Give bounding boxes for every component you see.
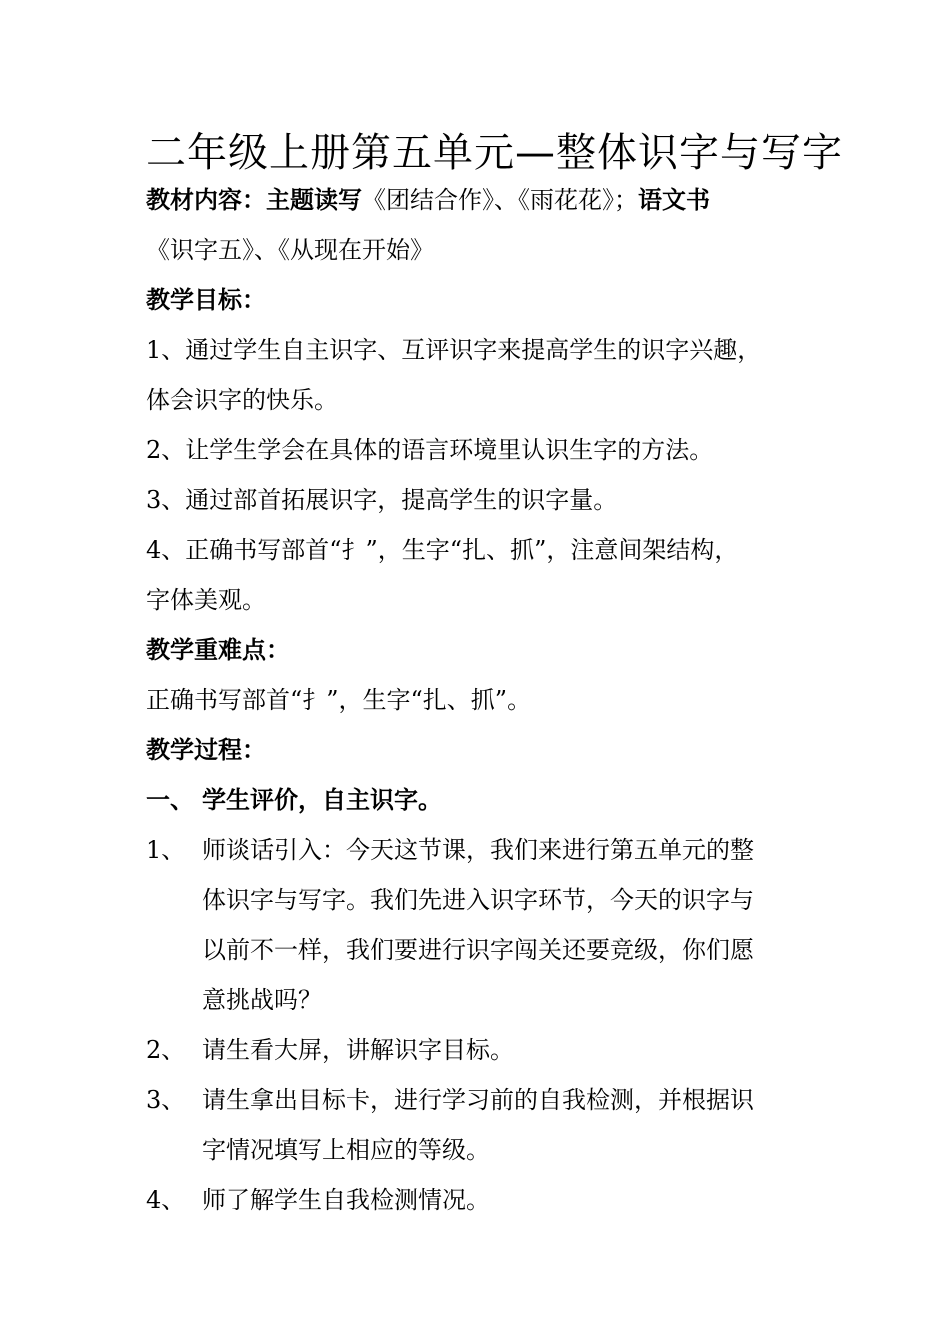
step-number: 3、 <box>146 1086 186 1114</box>
step-line: 以前不一样，我们要进行识字闯关还要竞级，你们愿 <box>202 936 754 964</box>
keypoints-text: 正确书写部首“扌”，生字“扎、抓”。 <box>146 686 532 714</box>
goal-line: 4、正确书写部首“扌”，生字“扎、抓”，注意间架结构， <box>146 536 739 564</box>
section-number: 一、 <box>146 786 194 814</box>
material-line <box>146 184 710 216</box>
book-label: 语文书 <box>638 186 710 214</box>
keypoints-heading: 教学重难点： <box>146 636 290 664</box>
step-line: 字情况填写上相应的等级。 <box>202 1136 490 1164</box>
document-title: 二年级上册第五单元—整体识字与写字 <box>146 130 843 176</box>
step-line: 请生拿出目标卡，进行学习前的自我检测，并根据识 <box>202 1086 754 1114</box>
step-line: 意挑战吗？ <box>202 986 322 1014</box>
process-heading: 教学过程： <box>146 736 266 764</box>
book-items: 《识字五》、《从现在开始》 <box>146 236 434 264</box>
step-line: 师谈话引入：今天这节课，我们来进行第五单元的整 <box>202 836 754 864</box>
goal-line: 体会识字的快乐。 <box>146 386 338 414</box>
goal-line: 3、通过部首拓展识字，提高学生的识字量。 <box>146 486 618 514</box>
goal-line: 2、让学生学会在具体的语言环境里认识生字的方法。 <box>146 436 714 464</box>
step-number: 1、 <box>146 836 186 864</box>
goal-line: 字体美观。 <box>146 586 266 614</box>
section-title: 学生评价，自主识字。 <box>202 786 442 814</box>
goal-line: 1、通过学生自主识字、互评识字来提高学生的识字兴趣， <box>146 336 762 364</box>
reading-label: 主题读写 <box>266 186 362 214</box>
step-number: 2、 <box>146 1036 186 1064</box>
reading-items: 《团结合作》、《雨花花》； <box>362 186 638 214</box>
material-label: 教材内容： <box>146 186 266 214</box>
step-line: 请生看大屏，讲解识字目标。 <box>202 1036 514 1064</box>
step-line: 体识字与写字。我们先进入识字环节，今天的识字与 <box>202 886 754 914</box>
goals-heading: 教学目标： <box>146 286 266 314</box>
step-line: 师了解学生自我检测情况。 <box>202 1186 490 1214</box>
step-number: 4、 <box>146 1186 186 1214</box>
